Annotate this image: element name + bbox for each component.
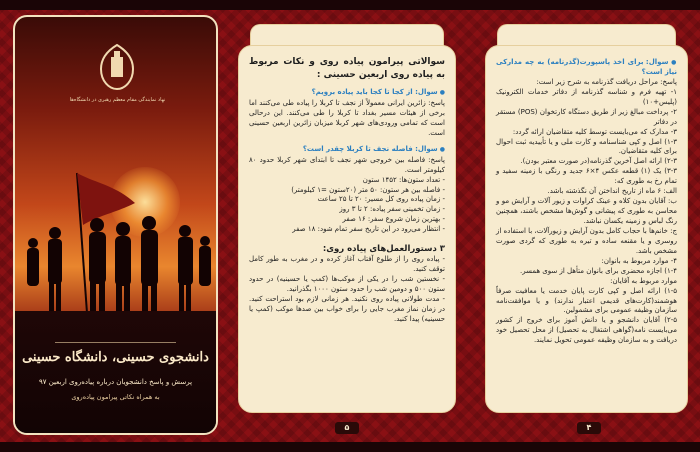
emblem-caption: نهاد نمایندگی مقام معظم رهبری در دانشگاه‌ها	[69, 97, 166, 103]
page-number: ۴	[577, 422, 601, 434]
rules-heading: ۳ دستورالعمل‌های پیاده روی:	[322, 244, 445, 255]
rule-item: - نخستین شب را در یکی از موکب‌ها (کمپ یا حسینیه) در حدود ستون ۵۰۰ و دومین شب را حدود ستون ۱۰۰۰ بگذرانید.	[249, 275, 445, 295]
rule-item: - مدت طولانی پیاده روی نکنید. هر زمانی لازم بود استراحت کنید. در زمان نماز مغرب جایی را برای خواب بین صدها موکب (کمپ یا حسینیه) پیدا کنید.	[249, 295, 445, 325]
fact-item: - زمان تخمینی سفر پیاده: ۲ تا ۳ روز	[339, 205, 445, 214]
list-item: پاسخ: مراحل دریافت گذرنامه به شرح زیر است:	[536, 77, 677, 86]
list-item: الف: ۶ ماه از تاریخ انداختن آن نگذشته باشد.	[547, 187, 677, 196]
top-border	[0, 0, 700, 10]
page-number: ۵	[335, 422, 359, 434]
list-item: ۱-۴) اجازه محضری برای بانوان متأهل از سوی همسر.	[519, 266, 677, 275]
divider	[55, 342, 176, 343]
fact-item: - تعداد ستون‌ها: ۱۴۵۲ ستون	[362, 175, 445, 184]
qa-panel-page-5	[238, 45, 456, 413]
answer-2: پاسخ: فاصله بین خروجی شهر نجف تا ابتدای شهر کربلا حدود ۸۰ کیلومتر است.	[249, 155, 445, 174]
list-item: ۲-۳) ارائه اصل آخرین گذرنامه(در صورت معتبر بودن).	[520, 157, 677, 166]
fact-item: - انتظار می‌رود در این تاریخ سفر تمام شود: ۱۸ صفر	[292, 225, 445, 234]
fact-item: - بهترین زمان شروع سفر: ۱۶ صفر	[342, 215, 445, 224]
cover-poster	[13, 15, 218, 435]
rule-item: - پیاده روی را از طلوع آفتاب آغاز کرده و در مغرب به طور کامل توقف کنید.	[249, 255, 445, 275]
pilgrims-silhouette	[15, 163, 218, 313]
question-1: ● سوال: از کجا تا کجا باید پیاده برویم؟	[249, 88, 445, 98]
fact-item: - فاصله بین هر ستون: ۵۰ متر (۲۰ستون =۱ کیلومتر)	[291, 185, 445, 194]
list-item: موارد مربوط به آقایان:	[610, 276, 677, 285]
list-item: ۳- مدارک که می‌بایست توسط کلیه متقاضیان ارائه گردد:	[512, 127, 677, 136]
list-item: ۱-۳) اصل و کپی شناسنامه و کارت ملی و یا تأییدیه ثبت احوال برای کلیه متقاضیان.	[496, 137, 677, 156]
question-2: ● سوال: فاصله نجف تا کربلا چقدر است؟	[249, 145, 445, 155]
qa-panel-page-4	[485, 45, 688, 413]
list-item: ۲-۵) آقایان دانشجو و یا دانش آموز برای خروج از کشور می‌بایست نامه(گواهی اشتغال به تحصیل) از محل تحصیل خود دریافت و به سازمان وظیفه عمومی تحویل نمایند.	[496, 316, 677, 345]
poster-subtitle: پرسش و پاسخ دانشجویان درباره پیاده‌روی اربعین ۹۷	[38, 377, 193, 386]
section-heading: سوالاتی پیرامون پیاده روی و نکات مربوط به پیاده روی اربعین حسینی :	[249, 57, 445, 81]
emblem-icon	[97, 43, 137, 91]
list-item: ج: خانم‌ها با حجاب کامل بدون آرایش و زیورآلات، با استفاده از روسری و یا مقنعه ساده و تیره به طوری که گردی صورت مشخص باشد.	[496, 226, 677, 255]
list-item: ۱- تهیه فرم و شناسه گذرنامه از دفاتر خدمات الکترونیک (پلیس+۱۰)	[496, 87, 677, 106]
list-item: ۴- موارد مربوط به بانوان:	[601, 256, 677, 265]
fact-item: - زمان پیاده روی کل مسیر: ۲۰ تا ۲۵ ساعت	[317, 195, 445, 204]
bottom-border	[0, 442, 700, 452]
answer-1: پاسخ: زائرین ایرانی معمولاً از نجف تا کربلا را پیاده طی می‌کنند اما برخی از هیئات مسیر بغداد تا کربلا را طی می‌کنند. این درحالی است که تمامی ورودی‌های شهر کربلا میزبان زائرین اربعین حسینی است.	[249, 99, 445, 137]
poster-subtitle-secondary: به همراه نکاتی پیرامون پیاده‌روی	[71, 393, 160, 401]
ground-shadow	[15, 311, 216, 433]
question-passport: ● سوال: برای اخذ پاسپورت(گذرنامه) به چه مدارکی نیاز است؟	[496, 58, 677, 78]
poster-title: دانشجوی حسینی، دانشگاه حسینی	[22, 350, 209, 365]
list-item: ۱-۵) ارائه اصل و کپی کارت پایان خدمت یا معافیت صرفاً هوشمند(کارت‌های قدیمی اعتبار ندارند) و یا موافقت‌نامه سازمان وظیفه عمومی برای مشمولین.	[496, 286, 677, 315]
list-item: ۲- پرداخت مبالغ زیر از طریق دستگاه کارتخوان (POS) مستقر در دفاتر	[496, 107, 677, 126]
list-item: ۳-۳) یک (۱) قطعه عکس ۴×۶ جدید و رنگی با زمینه سفید و تمام رخ به طوری که:	[496, 167, 677, 186]
list-item: ب: آقایان بدون کلاه و عینک کراوات و زیور آلات و آرایش مو و محاسن به طوری که پیشانی و گوش‌ها مشخص باشند، همچنین رنگ لباس و زمینه یکسان نباشد.	[496, 197, 677, 225]
